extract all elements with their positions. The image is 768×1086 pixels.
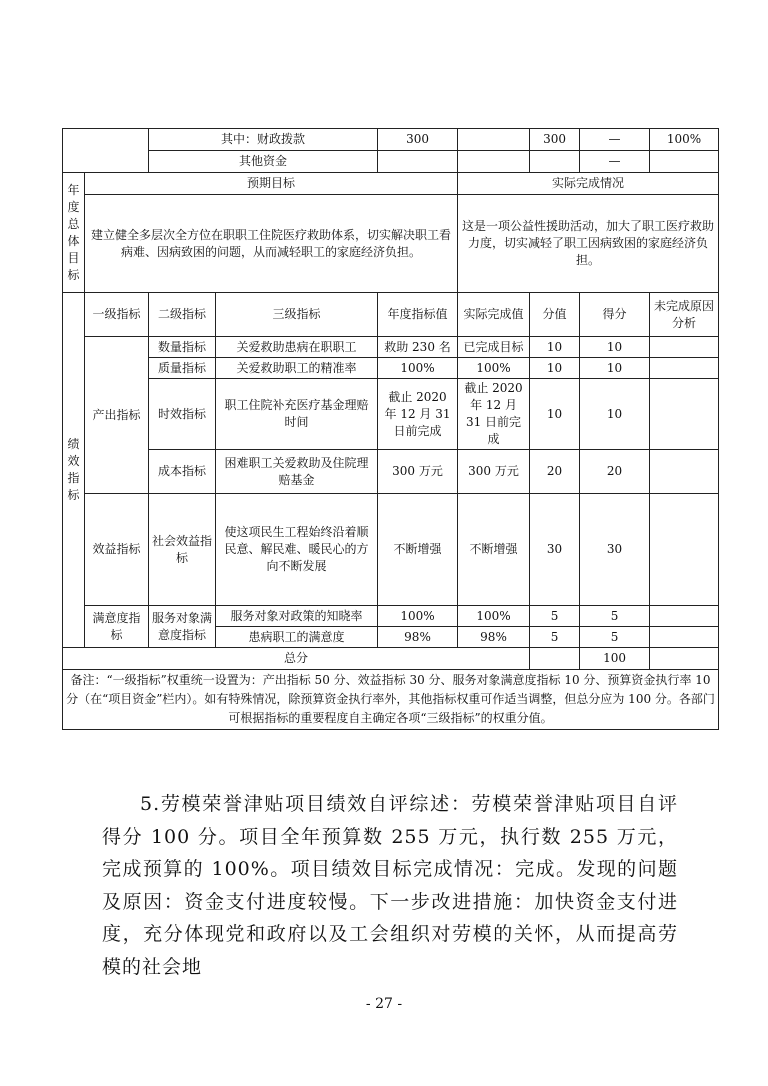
column-header: 分值 bbox=[530, 293, 580, 337]
reason-cell bbox=[650, 606, 719, 627]
level1-satisfaction: 满意度指标 bbox=[85, 606, 149, 648]
level2-cell: 成本指标 bbox=[149, 450, 216, 494]
score-cell: 10 bbox=[530, 337, 580, 358]
page-number: - 27 - bbox=[365, 996, 403, 1012]
note-row bbox=[63, 670, 719, 730]
funding-row-fiscal bbox=[63, 129, 719, 151]
indicator-side-label: 绩效指标 bbox=[63, 293, 85, 648]
funding-value bbox=[458, 151, 530, 173]
funding-value bbox=[530, 151, 580, 173]
table-row bbox=[63, 337, 719, 358]
reason-cell bbox=[650, 337, 719, 358]
level2-cell: 数量指标 bbox=[149, 337, 216, 358]
column-header: 年度指标值 bbox=[378, 293, 458, 337]
target-cell: 救助 230 名 bbox=[378, 337, 458, 358]
total-blank-cell bbox=[530, 648, 580, 670]
level3-cell: 关爱救助患病在职职工 bbox=[216, 337, 378, 358]
table-row bbox=[63, 379, 719, 450]
goal-content-row bbox=[63, 195, 719, 293]
got-cell: 30 bbox=[580, 494, 650, 606]
goal-header-row bbox=[63, 173, 719, 195]
total-label: 总分 bbox=[63, 648, 530, 670]
target-cell: 300 万元 bbox=[378, 450, 458, 494]
level3-cell: 困难职工关爱救助及住院理赔基金 bbox=[216, 450, 378, 494]
funding-value bbox=[458, 129, 530, 151]
column-header: 实际完成值 bbox=[458, 293, 530, 337]
actual-cell: 300 万元 bbox=[458, 450, 530, 494]
level3-cell: 关爱救助职工的精准率 bbox=[216, 358, 378, 379]
level3-cell: 职工住院补充医疗基金理赔时间 bbox=[216, 379, 378, 450]
target-cell: 100% bbox=[378, 358, 458, 379]
got-cell: 20 bbox=[580, 450, 650, 494]
score-cell: 5 bbox=[530, 627, 580, 648]
total-value: 100 bbox=[580, 648, 650, 670]
score-cell: 30 bbox=[530, 494, 580, 606]
got-cell: 10 bbox=[580, 379, 650, 450]
funding-value: 100% bbox=[650, 129, 719, 151]
expected-goal-header: 预期目标 bbox=[85, 173, 458, 195]
score-cell: 10 bbox=[530, 379, 580, 450]
funding-value bbox=[650, 151, 719, 173]
funding-value: 300 bbox=[530, 129, 580, 151]
column-header: 一级指标 bbox=[85, 293, 149, 337]
level2-cell: 服务对象满意度指标 bbox=[149, 606, 216, 648]
target-cell: 截止 2020 年 12 月 31 日前完成 bbox=[378, 379, 458, 450]
performance-table bbox=[62, 128, 719, 730]
project-summary bbox=[102, 788, 678, 983]
funding-row-other bbox=[63, 151, 719, 173]
table-row bbox=[63, 606, 719, 627]
funding-value: — bbox=[580, 151, 650, 173]
column-header: 得分 bbox=[580, 293, 650, 337]
level3-cell: 使这项民生工程始终沿着顺民意、解民难、暖民心的方向不断发展 bbox=[216, 494, 378, 606]
actual-cell: 已完成目标 bbox=[458, 337, 530, 358]
actual-cell: 截止 2020 年 12 月 31 日前完成 bbox=[458, 379, 530, 450]
funding-blank-cell bbox=[63, 129, 149, 173]
level2-cell: 时效指标 bbox=[149, 379, 216, 450]
reason-cell bbox=[650, 358, 719, 379]
actual-goal-text: 这是一项公益性援助活动，加大了职工医疗救助力度，切实减轻了职工因病致困的家庭经济负担。 bbox=[458, 195, 719, 293]
reason-cell bbox=[650, 494, 719, 606]
table-row bbox=[63, 358, 719, 379]
expected-goal-text: 建立健全多层次全方位在职职工住院医疗救助体系，切实解决职工看病难、因病致困的问题，从而减轻职工的家庭经济负担。 bbox=[85, 195, 458, 293]
got-cell: 10 bbox=[580, 358, 650, 379]
goal-side-label: 年度总体目标 bbox=[63, 173, 85, 293]
target-cell: 98% bbox=[378, 627, 458, 648]
column-header: 未完成原因分析 bbox=[650, 293, 719, 337]
funding-value bbox=[378, 151, 458, 173]
funding-value: — bbox=[580, 129, 650, 151]
total-blank-cell bbox=[650, 648, 719, 670]
column-header: 三级指标 bbox=[216, 293, 378, 337]
funding-value: 300 bbox=[378, 129, 458, 151]
got-cell: 5 bbox=[580, 627, 650, 648]
total-row bbox=[63, 648, 719, 670]
level3-cell: 服务对象对政策的知晓率 bbox=[216, 606, 378, 627]
score-cell: 10 bbox=[530, 358, 580, 379]
summary-paragraph: 5.劳模荣誉津贴项目绩效自评综述：劳模荣誉津贴项目自评得分 100 分。项目全年预算数 255 万元，执行数 255 万元，完成预算的 100%。项目绩效目标完成情况：完成。发现的问题及原因：资金支付进度较慢。下一步改进措施：加快资金支付进度，充分体现党和政府以及工会组织对劳模的关怀，从而提高劳模的社会地 bbox=[102, 793, 678, 978]
level2-cell: 社会效益指标 bbox=[149, 494, 216, 606]
target-cell: 不断增强 bbox=[378, 494, 458, 606]
actual-cell: 100% bbox=[458, 606, 530, 627]
table-row bbox=[63, 494, 719, 606]
actual-cell: 98% bbox=[458, 627, 530, 648]
level1-benefit: 效益指标 bbox=[85, 494, 149, 606]
got-cell: 10 bbox=[580, 337, 650, 358]
reason-cell bbox=[650, 627, 719, 648]
table-note: 备注：“一级指标”权重统一设置为：产出指标 50 分、效益指标 30 分、服务对象满意度指标 10 分、预算资金执行率 10 分（在“项目资金”栏内）。如有特殊情况，除预算资金执行率外，其他指标权重可作适当调整，但总分应为 100 分。各部门可根据指标的重要程度自主确定各项“三级指标”的权重分值。 bbox=[63, 670, 719, 730]
score-cell: 20 bbox=[530, 450, 580, 494]
funding-label: 其中：财政拨款 bbox=[149, 129, 378, 151]
table-row bbox=[63, 450, 719, 494]
level3-cell: 患病职工的满意度 bbox=[216, 627, 378, 648]
actual-cell: 不断增强 bbox=[458, 494, 530, 606]
reason-cell bbox=[650, 450, 719, 494]
target-cell: 100% bbox=[378, 606, 458, 627]
column-header: 二级指标 bbox=[149, 293, 216, 337]
level2-cell: 质量指标 bbox=[149, 358, 216, 379]
score-cell: 5 bbox=[530, 606, 580, 627]
actual-goal-header: 实际完成情况 bbox=[458, 173, 719, 195]
actual-cell: 100% bbox=[458, 358, 530, 379]
reason-cell bbox=[650, 379, 719, 450]
got-cell: 5 bbox=[580, 606, 650, 627]
level1-output: 产出指标 bbox=[85, 337, 149, 494]
funding-label: 其他资金 bbox=[149, 151, 378, 173]
indicator-header-row bbox=[63, 293, 719, 337]
